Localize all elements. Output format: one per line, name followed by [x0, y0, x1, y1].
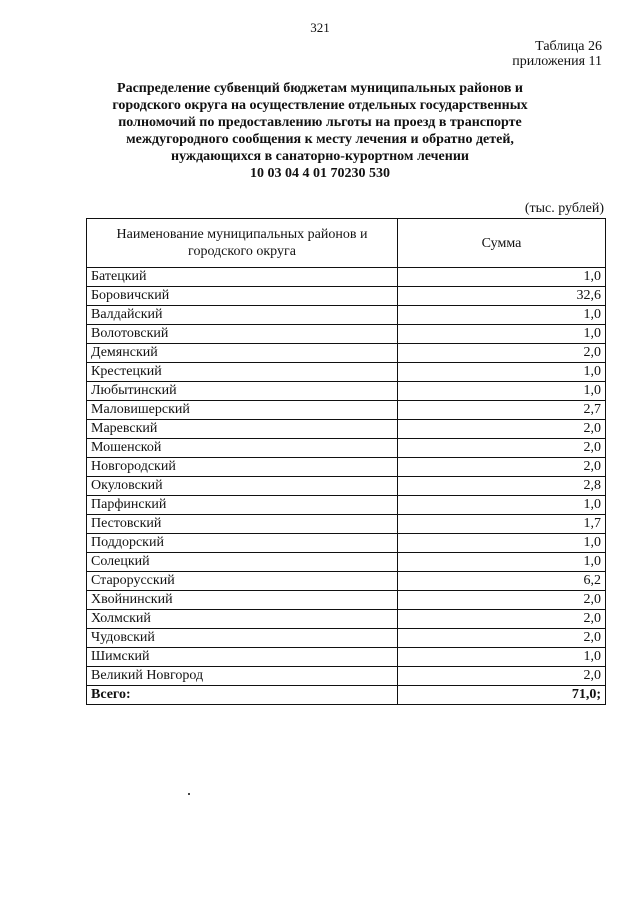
district-name: Мошенской: [87, 439, 398, 458]
district-name: Демянский: [87, 344, 398, 363]
district-amount: 2,8: [398, 477, 606, 496]
district-amount: 1,0: [398, 534, 606, 553]
document-title: [80, 80, 560, 182]
column-header-amount: Сумма: [398, 219, 606, 268]
district-amount: 2,0: [398, 458, 606, 477]
stray-mark: [188, 793, 190, 795]
district-name: Великий Новгород: [87, 667, 398, 686]
page-number: 321: [310, 20, 330, 35]
district-name: Валдайский: [87, 306, 398, 325]
district-name: Маловишерский: [87, 401, 398, 420]
district-name: Солецкий: [87, 553, 398, 572]
district-name: Волотовский: [87, 325, 398, 344]
district-amount: 1,0: [398, 382, 606, 401]
district-amount: 2,0: [398, 344, 606, 363]
table-row: [87, 268, 606, 287]
district-name: Парфинский: [87, 496, 398, 515]
district-name: Хвойнинский: [87, 591, 398, 610]
total-row: [87, 686, 606, 705]
district-amount: 1,7: [398, 515, 606, 534]
table-row: [87, 534, 606, 553]
table-row: [87, 420, 606, 439]
table-row: [87, 515, 606, 534]
district-name: Батецкий: [87, 268, 398, 287]
table-row: [87, 572, 606, 591]
table-row: [87, 648, 606, 667]
table-reference: [512, 39, 602, 69]
district-amount: 1,0: [398, 648, 606, 667]
district-name: Окуловский: [87, 477, 398, 496]
table-row: [87, 325, 606, 344]
district-amount: 2,0: [398, 439, 606, 458]
table-row: [87, 382, 606, 401]
district-amount: 1,0: [398, 306, 606, 325]
district-amount: 2,0: [398, 610, 606, 629]
district-amount: 6,2: [398, 572, 606, 591]
district-amount: 2,7: [398, 401, 606, 420]
district-name: Боровичский: [87, 287, 398, 306]
table-row: [87, 667, 606, 686]
district-amount: 2,0: [398, 420, 606, 439]
table-row: [87, 363, 606, 382]
table-row: [87, 458, 606, 477]
total-amount: 71,0;: [398, 686, 606, 705]
title-line: полномочий по предоставлению льготы на проезд в транспорте: [118, 115, 522, 130]
table-reference-line2: приложения 11: [512, 54, 602, 69]
unit-label: (тыс. рублей): [524, 201, 604, 216]
table-row: [87, 477, 606, 496]
table-row: [87, 629, 606, 648]
table-row: [87, 496, 606, 515]
table-row: [87, 287, 606, 306]
district-name: Старорусский: [87, 572, 398, 591]
table-row: [87, 610, 606, 629]
district-amount: 1,0: [398, 363, 606, 382]
table-row: [87, 344, 606, 363]
total-label: Всего:: [87, 686, 398, 705]
budget-code: 10 03 04 4 01 70230 530: [250, 166, 390, 181]
district-amount: 2,0: [398, 591, 606, 610]
column-header-name: Наименование муниципальных районов и городского округа: [87, 219, 398, 268]
table-row: [87, 553, 606, 572]
district-amount: 1,0: [398, 325, 606, 344]
table-row: [87, 401, 606, 420]
district-name: Шимский: [87, 648, 398, 667]
district-name: Крестецкий: [87, 363, 398, 382]
district-name: Пестовский: [87, 515, 398, 534]
title-line: междугородного сообщения к месту лечения и обратно детей,: [126, 132, 514, 147]
district-name: Любытинский: [87, 382, 398, 401]
title-line: городского округа на осуществление отдельных государственных: [112, 98, 528, 113]
district-amount: 1,0: [398, 268, 606, 287]
table-row: [87, 439, 606, 458]
title-line: Распределение субвенций бюджетам муниципальных районов и: [117, 81, 523, 96]
district-amount: 2,0: [398, 629, 606, 648]
subvention-table: [86, 218, 606, 705]
district-name: Поддорский: [87, 534, 398, 553]
district-name: Маревский: [87, 420, 398, 439]
title-line: нуждающихся в санаторно-курортном лечении: [171, 149, 469, 164]
district-amount: 32,6: [398, 287, 606, 306]
district-name: Чудовский: [87, 629, 398, 648]
table-header-row: [87, 219, 606, 268]
district-amount: 1,0: [398, 496, 606, 515]
table-row: [87, 591, 606, 610]
district-amount: 1,0: [398, 553, 606, 572]
district-amount: 2,0: [398, 667, 606, 686]
district-name: Холмский: [87, 610, 398, 629]
district-name: Новгородский: [87, 458, 398, 477]
table-reference-line1: Таблица 26: [535, 39, 602, 54]
table-row: [87, 306, 606, 325]
